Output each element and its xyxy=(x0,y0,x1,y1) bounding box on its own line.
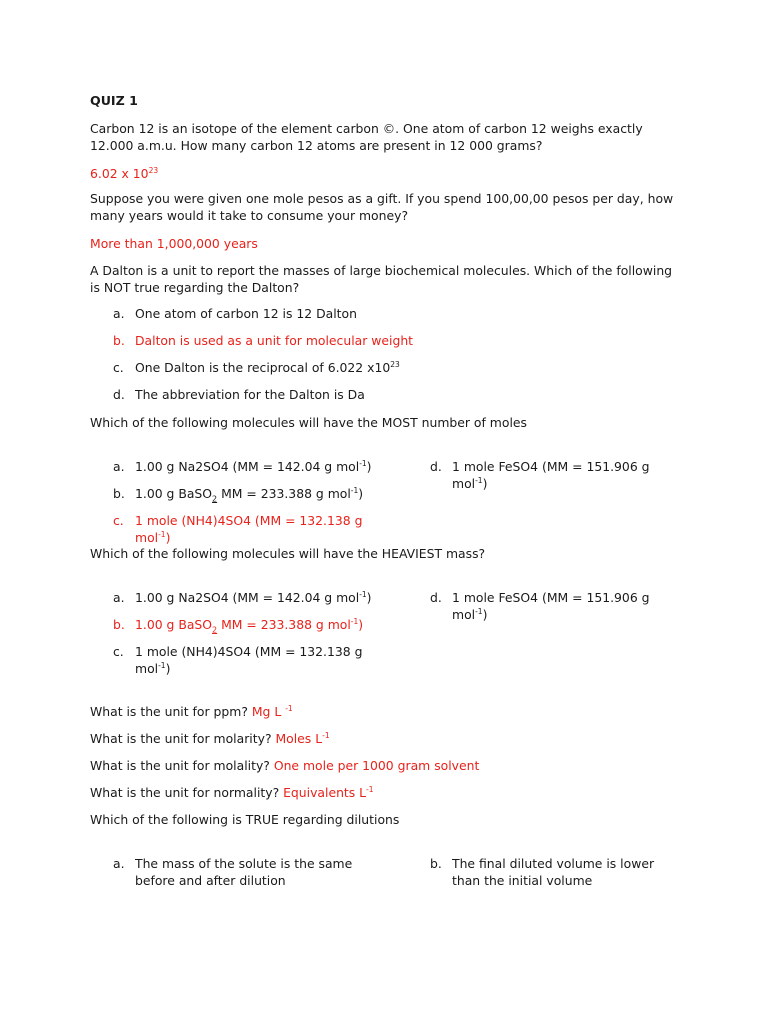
option-text-line-2: than the initial volume xyxy=(452,873,593,888)
option-text-line-2: mol$^{-1}$) xyxy=(135,661,171,676)
option-text-line-2: mol$^{-1}$) xyxy=(135,530,171,545)
unit-question-molality: What is the unit for molality? One mole per 1000 gram solvent xyxy=(90,758,480,773)
question-5: Which of the following molecules will have the HEAVIEST mass? xyxy=(90,546,486,561)
option-letter: a. xyxy=(113,856,125,871)
option-letter: d. xyxy=(430,459,442,474)
option-letter: a. xyxy=(113,590,125,605)
option-letter: b. xyxy=(113,333,125,348)
option-text: One Dalton is the reciprocal of 6.022 $x10^{23}$ xyxy=(135,360,400,375)
option-text: 1 mole FeSO4 (MM = 151.906 g xyxy=(452,459,650,474)
option-letter: b. xyxy=(113,486,125,501)
option-text: 1 mole (NH4)4SO4 (MM = 132.138 g xyxy=(135,513,363,528)
question-3-line-1: A Dalton is a unit to report the masses of large biochemical molecules. Which of the following xyxy=(90,263,673,278)
option-letter: d. xyxy=(113,387,125,402)
question-2-answer: More than 1,000,000 years xyxy=(90,236,258,251)
option-text-line-2: before and after dilution xyxy=(135,873,286,888)
option-text: 1.00 g BaSO$_2$ MM = 233.388 g mol$^{-1}$) xyxy=(135,486,364,504)
question-2-line-2: many years would it take to consume your money? xyxy=(90,208,409,223)
question-1-line-2: 12.000 a.m.u. How many carbon 12 atoms are present in 12 000 grams? xyxy=(90,138,543,153)
option-letter: c. xyxy=(113,513,124,528)
unit-question-normality: What is the unit for normality? Equivalents $L^{-1}$ xyxy=(90,785,374,800)
question-1-answer: 6.02 x $10^{23}$ xyxy=(90,166,159,181)
option-text-line-2: mol$^{-1}$) xyxy=(452,607,488,622)
question-3-line-2: is NOT true regarding the Dalton? xyxy=(90,280,300,295)
question-4: Which of the following molecules will have the MOST number of moles xyxy=(90,415,527,430)
option-letter: a. xyxy=(113,459,125,474)
option-text: The abbreviation for the Dalton is Da xyxy=(135,387,365,402)
option-text: 1.00 g Na2SO4 (MM = 142.04 g mol$^{-1}$) xyxy=(135,459,372,474)
option-text: The mass of the solute is the same xyxy=(135,856,353,871)
unit-question-molarity: What is the unit for molarity? Moles $L^{-1}$ xyxy=(90,731,330,746)
option-text: 1.00 g BaSO$_2$ MM = 233.388 g mol$^{-1}$) xyxy=(135,617,364,635)
option-text: The final diluted volume is lower xyxy=(452,856,655,871)
option-text: 1 mole (NH4)4SO4 (MM = 132.138 g xyxy=(135,644,363,659)
option-letter: b. xyxy=(113,617,125,632)
question-1-line-1: Carbon 12 is an isotope of the element carbon ©. One atom of carbon 12 weighs exactly xyxy=(90,121,643,136)
option-text: 1 mole FeSO4 (MM = 151.906 g xyxy=(452,590,650,605)
question-6: Which of the following is TRUE regarding dilutions xyxy=(90,812,400,827)
option-text: One atom of carbon 12 is 12 Dalton xyxy=(135,306,357,321)
option-text: Dalton is used as a unit for molecular weight xyxy=(135,333,414,348)
option-letter: c. xyxy=(113,360,124,375)
question-2-line-1: Suppose you were given one mole pesos as a gift. If you spend 100,00,00 pesos per day, how xyxy=(90,191,674,206)
page-title: QUIZ 1 xyxy=(90,93,138,108)
option-letter: d. xyxy=(430,590,442,605)
option-text-line-2: mol$^{-1}$) xyxy=(452,476,488,491)
option-letter: a. xyxy=(113,306,125,321)
unit-question-ppm: What is the unit for ppm? Mg L $^{-1}$ xyxy=(90,704,293,719)
option-letter: c. xyxy=(113,644,124,659)
option-text: 1.00 g Na2SO4 (MM = 142.04 g mol$^{-1}$) xyxy=(135,590,372,605)
option-letter: b. xyxy=(430,856,442,871)
